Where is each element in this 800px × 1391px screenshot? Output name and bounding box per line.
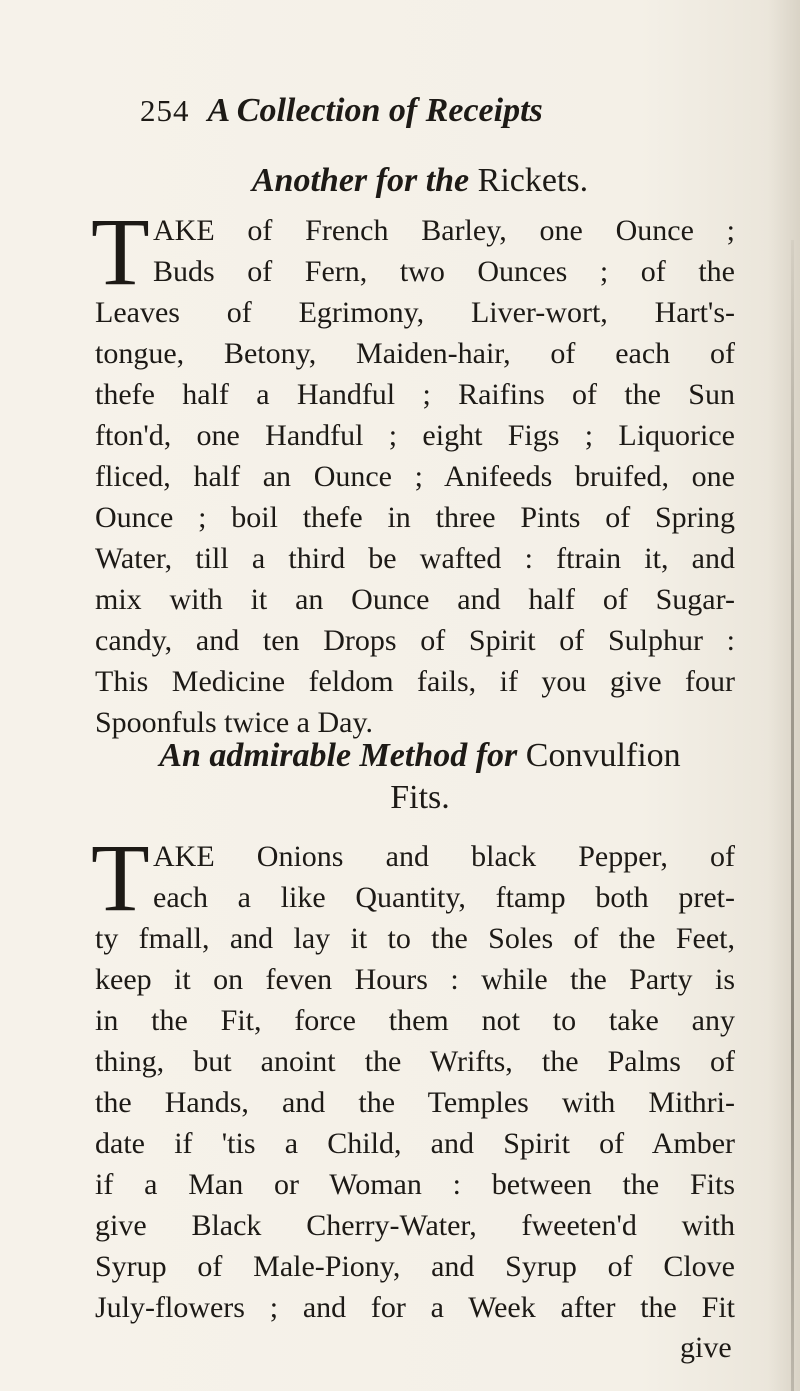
- text-line: thefe half a Handful ; Raifins of the Sun: [95, 378, 735, 411]
- drop-cap: T: [91, 198, 150, 305]
- recipe-body-convulsion: [91, 824, 735, 1328]
- text-line: if a Man or Woman : between the Fits: [95, 1168, 735, 1201]
- drop-cap: T: [91, 824, 150, 931]
- text-line: fton'd, one Handful ; eight Figs ; Liquorice: [95, 419, 735, 452]
- text-line: Leaves of Egrimony, Liver-wort, Hart's-: [95, 296, 735, 329]
- recipe-title-italic: An admirable Method for: [159, 737, 518, 774]
- recipe-title-roman: Convulfion: [525, 737, 681, 774]
- text-line: thing, but anoint the Wrifts, the Palms of: [95, 1045, 735, 1078]
- text-line: Syrup of Male-Piony, and Syrup of Clove: [95, 1250, 735, 1283]
- text-line: Buds of Fern, two Ounces ; of the: [153, 255, 735, 288]
- text-line: date if 'tis a Child, and Spirit of Amber: [95, 1127, 735, 1160]
- text-line: keep it on feven Hours : while the Party is: [95, 963, 735, 996]
- recipe-title-italic: Another for the: [251, 162, 470, 199]
- text-line: the Hands, and the Temples with Mithri-: [95, 1086, 735, 1119]
- text-line: in the Fit, force them not to take any: [95, 1004, 735, 1037]
- text-line: Spoonfuls twice a Day.: [95, 706, 373, 739]
- recipe-title-roman: Rickets.: [477, 162, 589, 199]
- recipe-body-rickets: [91, 198, 735, 743]
- recipe-title-roman-line2: Fits.: [390, 779, 450, 816]
- text-line: ty fmall, and lay it to the Soles of the Feet,: [95, 922, 735, 955]
- page-edge-shadow: [791, 240, 794, 1391]
- text-line: candy, and ten Drops of Spirit of Sulphur :: [95, 624, 735, 657]
- text-line: AKE Onions and black Pepper, of: [153, 840, 735, 873]
- text-line: July-flowers ; and for a Week after the Fit: [95, 1291, 735, 1324]
- running-title: A Collection of Receipts: [207, 92, 543, 129]
- text-line: give Black Cherry-Water, fweeten'd with: [95, 1209, 735, 1242]
- text-line: mix with it an Ounce and half of Sugar-: [95, 583, 735, 616]
- text-line: fliced, half an Ounce ; Anifeeds bruifed, one: [95, 460, 735, 493]
- catchword: give: [680, 1331, 732, 1364]
- text-line: This Medicine feldom fails, if you give four: [95, 665, 735, 698]
- page-number: 254: [140, 93, 190, 128]
- recipe-title-convulsion: [120, 735, 720, 819]
- page-header: [140, 92, 640, 138]
- text-line: Ounce ; boil thefe in three Pints of Spring: [95, 501, 735, 534]
- text-line: AKE of French Barley, one Ounce ;: [153, 214, 735, 247]
- text-line: tongue, Betony, Maiden-hair, of each of: [95, 337, 735, 370]
- text-line: each a like Quantity, ftamp both pret-: [153, 881, 735, 914]
- recipe-title-rickets: [120, 160, 720, 202]
- text-line: Water, till a third be wafted : ftrain it, and: [95, 542, 735, 575]
